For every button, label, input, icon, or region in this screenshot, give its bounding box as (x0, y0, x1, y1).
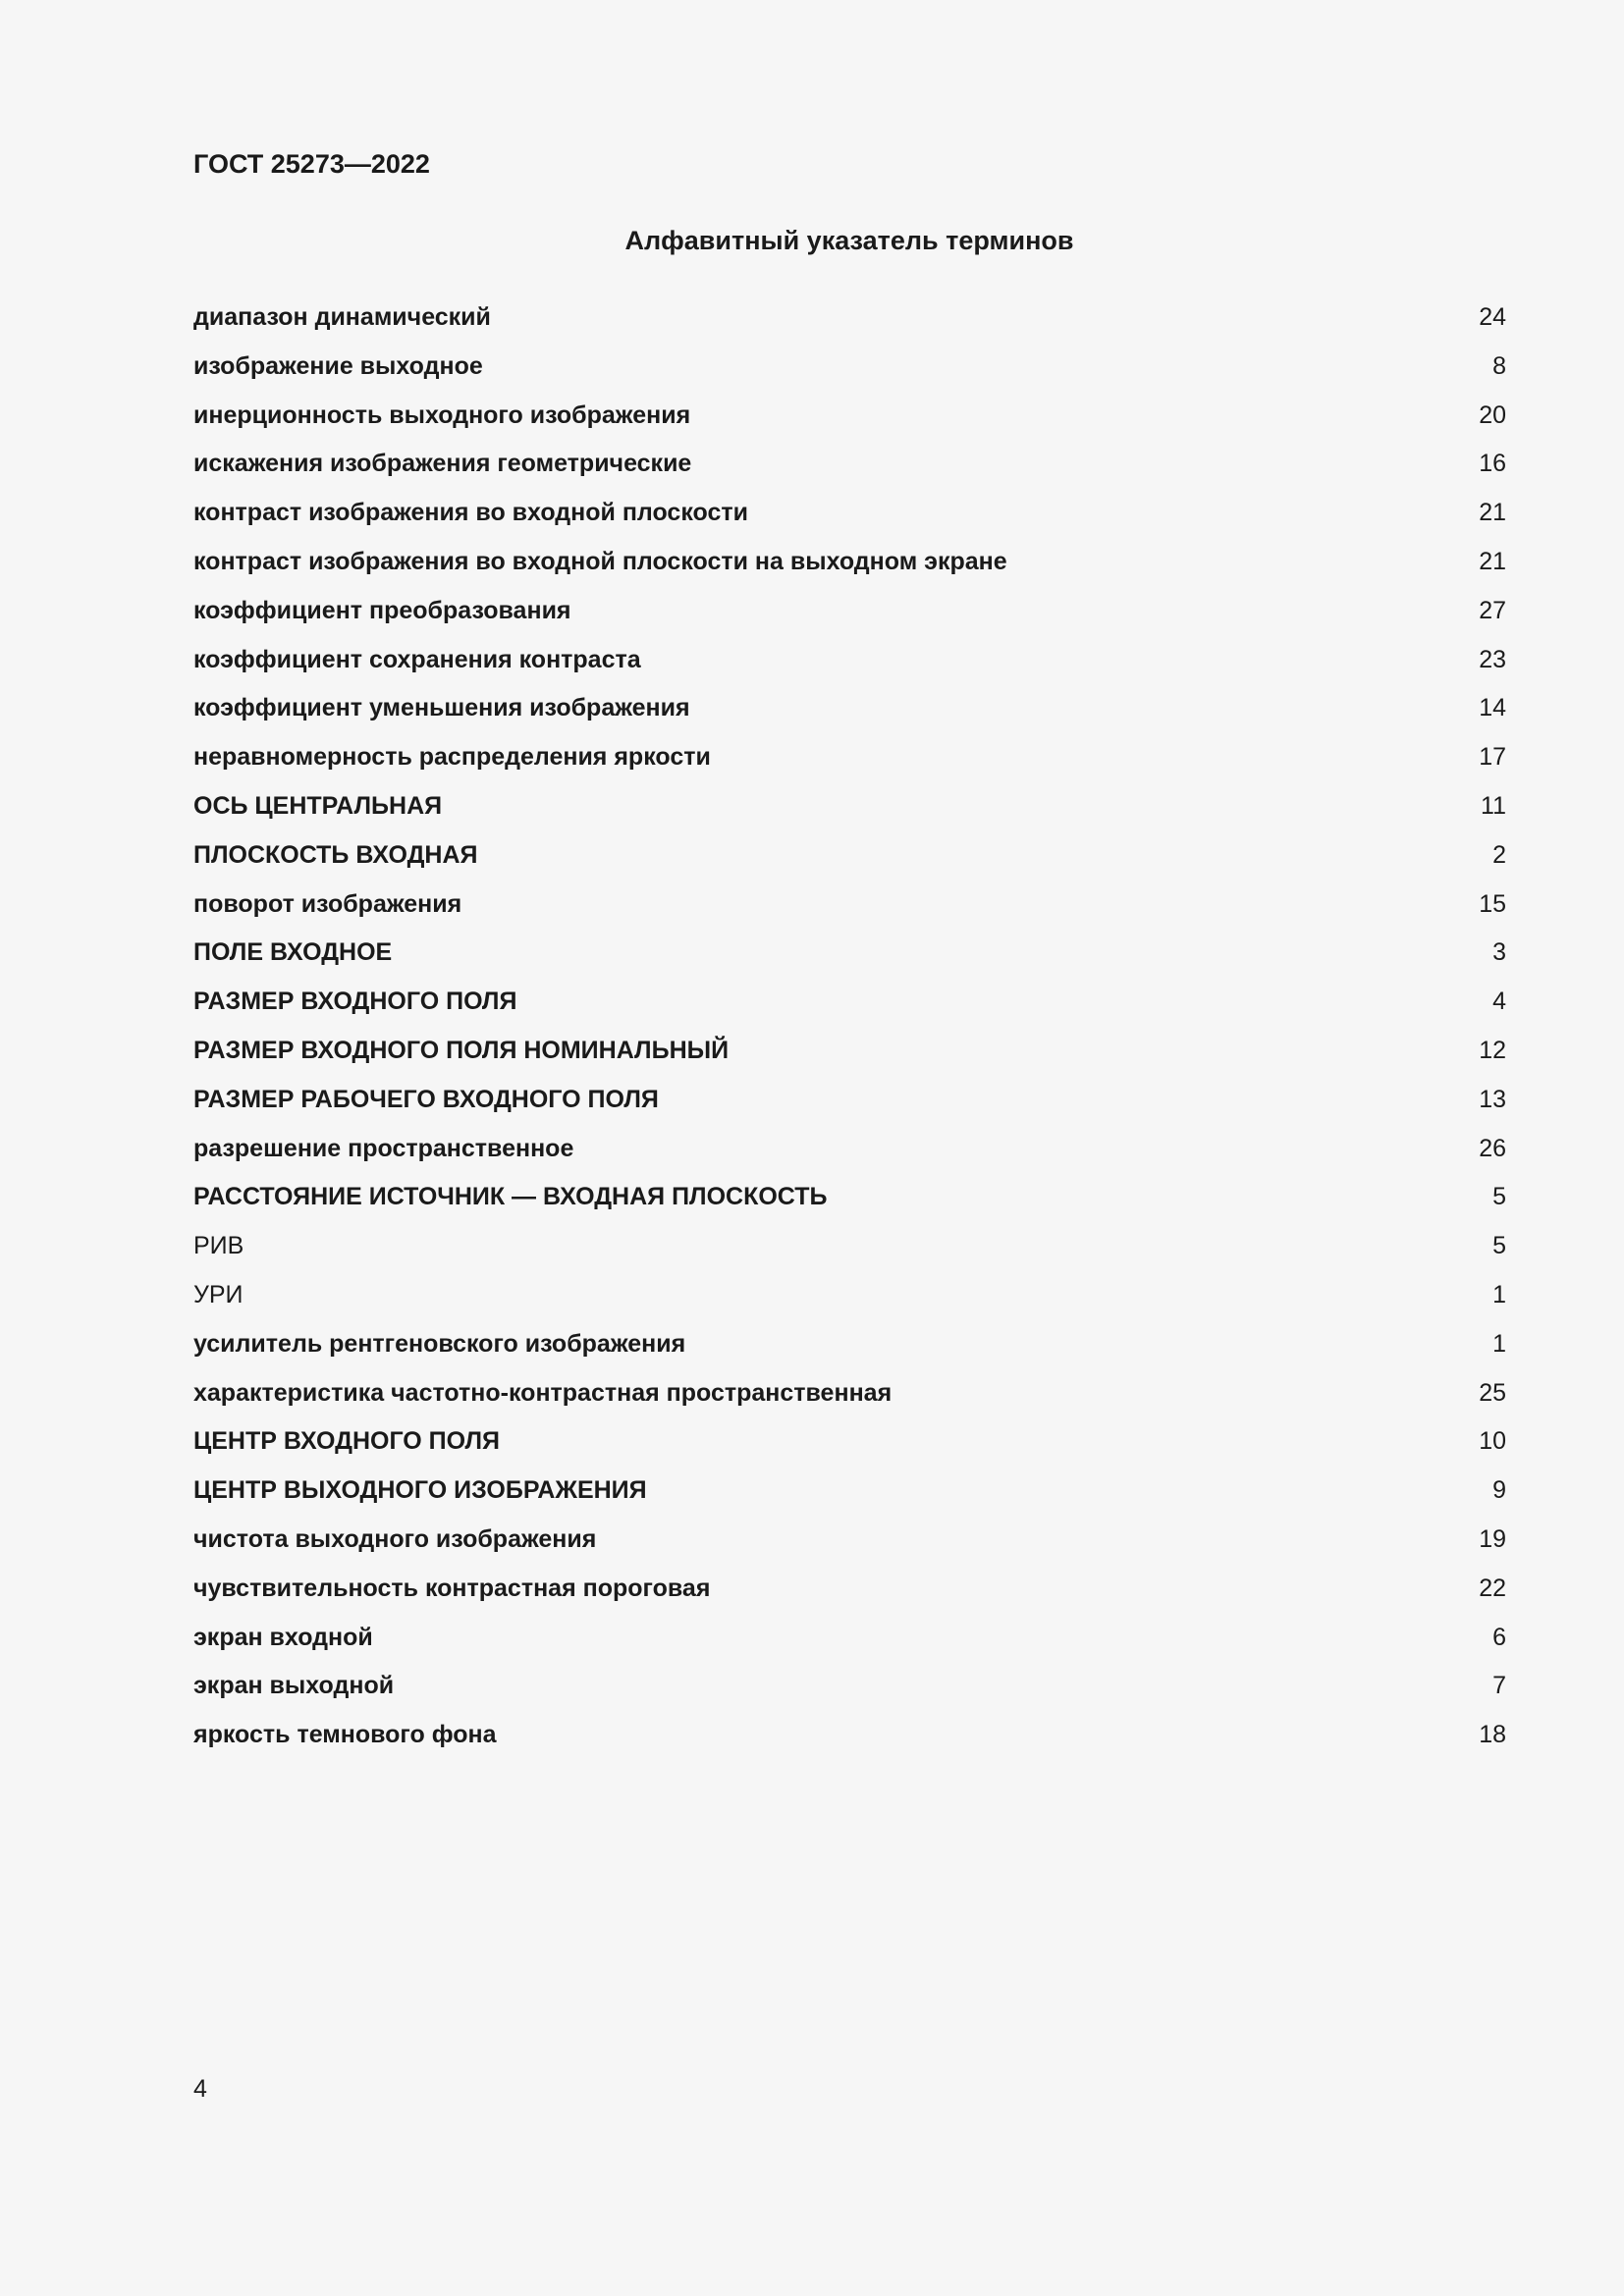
index-term: чувствительность контрастная пороговая (193, 1574, 711, 1602)
page-number: 4 (193, 2075, 207, 2103)
index-term: контраст изображения во входной плоскости на выходном экране (193, 547, 1007, 575)
index-ref-number: 4 (1492, 988, 1506, 1016)
index-ref-number: 21 (1479, 499, 1506, 527)
index-row (193, 349, 1506, 399)
index-row (193, 1180, 1506, 1229)
document-header: ГОСТ 25273—2022 (193, 149, 430, 179)
index-term: изображение выходное (193, 351, 483, 380)
index-row (193, 789, 1506, 838)
index-row (193, 1572, 1506, 1621)
index-term: коэффициент преобразования (193, 596, 571, 624)
index-term: чистота выходного изображения (193, 1524, 597, 1553)
index-row (193, 1034, 1506, 1083)
index-term: инерционность выходного изображения (193, 400, 691, 429)
index-ref-number: 7 (1492, 1672, 1506, 1700)
index-row (193, 1132, 1506, 1181)
index-ref-number: 6 (1492, 1623, 1506, 1651)
index-ref-number: 24 (1479, 303, 1506, 331)
index-ref-number: 15 (1479, 889, 1506, 918)
index-term: РАЗМЕР ВХОДНОГО ПОЛЯ НОМИНАЛЬНЫЙ (193, 1036, 730, 1064)
index-ref-number: 12 (1479, 1036, 1506, 1064)
index-row (193, 887, 1506, 936)
index-term: разрешение пространственное (193, 1134, 574, 1162)
index-ref-number: 27 (1479, 596, 1506, 624)
index-ref-number: 18 (1479, 1721, 1506, 1749)
index-row (193, 838, 1506, 887)
index-term: РИВ (193, 1232, 244, 1260)
index-term: РАССТОЯНИЕ ИСТОЧНИК — ВХОДНАЯ ПЛОСКОСТЬ (193, 1183, 828, 1211)
index-row (193, 399, 1506, 448)
index-ref-number: 1 (1492, 1280, 1506, 1308)
index-ref-number: 16 (1479, 450, 1506, 478)
index-term: РАЗМЕР РАБОЧЕГО ВХОДНОГО ПОЛЯ (193, 1085, 659, 1113)
index-ref-number: 22 (1479, 1574, 1506, 1602)
index-row (193, 594, 1506, 643)
index-row (193, 300, 1506, 349)
index-row (193, 496, 1506, 545)
index-ref-number: 14 (1479, 694, 1506, 722)
index-row (193, 545, 1506, 594)
index-row (193, 447, 1506, 496)
index-row (193, 1522, 1506, 1572)
index-ref-number: 20 (1479, 400, 1506, 429)
index-term: ПЛОСКОСТЬ ВХОДНАЯ (193, 840, 478, 869)
index-row (193, 1376, 1506, 1425)
index-row (193, 1327, 1506, 1376)
index-term: экран выходной (193, 1672, 395, 1700)
index-row (193, 1718, 1506, 1767)
index-ref-number: 13 (1479, 1085, 1506, 1113)
index-row (193, 1278, 1506, 1327)
term-index-list (193, 300, 1506, 1767)
index-term: коэффициент уменьшения изображения (193, 694, 690, 722)
index-row (193, 935, 1506, 985)
index-ref-number: 2 (1492, 840, 1506, 869)
index-ref-number: 3 (1492, 938, 1506, 967)
index-ref-number: 10 (1479, 1427, 1506, 1456)
index-ref-number: 11 (1481, 791, 1506, 820)
index-title: Алфавитный указатель терминов (624, 226, 1074, 255)
index-row (193, 985, 1506, 1034)
index-ref-number: 1 (1492, 1329, 1506, 1358)
index-ref-number: 23 (1479, 645, 1506, 673)
index-row (193, 1083, 1506, 1132)
index-row (193, 1229, 1506, 1278)
index-term: РАЗМЕР ВХОДНОГО ПОЛЯ (193, 988, 517, 1016)
index-row (193, 740, 1506, 789)
index-ref-number: 21 (1479, 547, 1506, 575)
index-ref-number: 19 (1479, 1524, 1506, 1553)
index-ref-number: 26 (1479, 1134, 1506, 1162)
index-ref-number: 9 (1492, 1476, 1506, 1505)
index-term: коэффициент сохранения контраста (193, 645, 641, 673)
index-term: яркость темнового фона (193, 1721, 497, 1749)
index-ref-number: 17 (1479, 743, 1506, 772)
index-row (193, 643, 1506, 692)
index-term: искажения изображения геометрические (193, 450, 692, 478)
index-row (193, 1669, 1506, 1718)
index-ref-number: 5 (1492, 1232, 1506, 1260)
index-term: ПОЛЕ ВХОДНОЕ (193, 938, 393, 967)
index-term: неравномерность распределения яркости (193, 743, 711, 772)
index-term: контраст изображения во входной плоскости (193, 499, 748, 527)
index-ref-number: 8 (1492, 351, 1506, 380)
index-term: ОСЬ ЦЕНТРАЛЬНАЯ (193, 791, 443, 820)
index-term: ЦЕНТР ВХОДНОГО ПОЛЯ (193, 1427, 500, 1456)
index-term: экран входной (193, 1623, 373, 1651)
index-row (193, 1424, 1506, 1473)
index-term: поворот изображения (193, 889, 462, 918)
index-term: диапазон динамический (193, 303, 491, 331)
index-row (193, 1621, 1506, 1670)
index-term: усилитель рентгеновского изображения (193, 1329, 686, 1358)
index-row (193, 1473, 1506, 1522)
index-term: ЦЕНТР ВЫХОДНОГО ИЗОБРАЖЕНИЯ (193, 1476, 647, 1505)
index-ref-number: 25 (1479, 1378, 1506, 1407)
index-term: УРИ (193, 1280, 244, 1308)
index-ref-number: 5 (1492, 1183, 1506, 1211)
index-term: характеристика частотно-контрастная пространственная (193, 1378, 893, 1407)
index-row (193, 691, 1506, 740)
